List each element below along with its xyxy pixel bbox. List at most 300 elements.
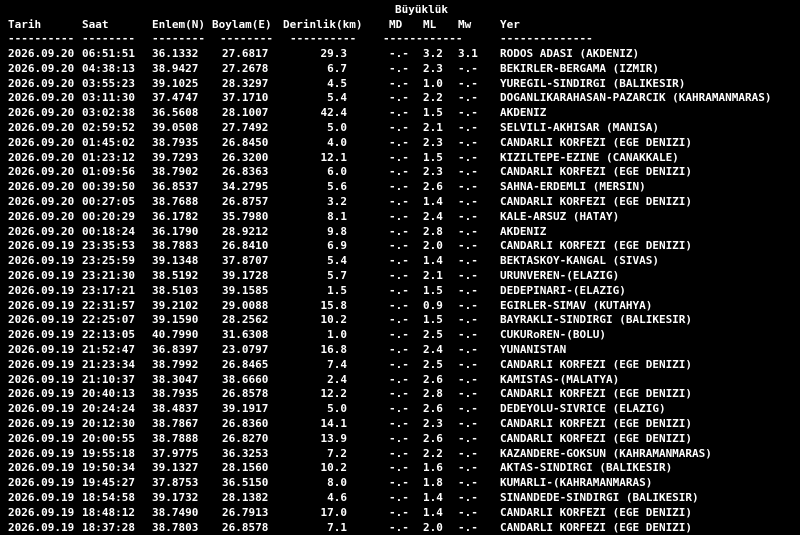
cell-time: 06:51:51 bbox=[82, 47, 135, 60]
cell-depth: 9.8 bbox=[327, 224, 347, 238]
cell-ml: 2.6 bbox=[423, 431, 443, 445]
cell-ml: 2.6 bbox=[423, 372, 443, 386]
cell-longitude: 38.6660 bbox=[222, 372, 269, 386]
cell-ml: 1.5 bbox=[423, 150, 443, 164]
table-row bbox=[0, 238, 800, 253]
cell-md: -.- bbox=[389, 91, 409, 105]
cell-md: -.- bbox=[389, 417, 409, 430]
cell-latitude: 38.5192 bbox=[152, 269, 199, 282]
cell-location: SAHNA-ERDEMLI (MERSIN) bbox=[500, 180, 646, 194]
cell-location: CANDARLI KORFEZI (EGE DENIZI) bbox=[500, 431, 693, 445]
cell-ml: 2.5 bbox=[423, 328, 443, 342]
cell-md: -.- bbox=[389, 150, 409, 164]
cell-md: -.- bbox=[389, 47, 409, 60]
cell-latitude: 38.7935 bbox=[152, 135, 199, 149]
cell-latitude: 38.7888 bbox=[152, 431, 199, 445]
cell-depth: 3.2 bbox=[327, 195, 347, 208]
cell-depth: 15.8 bbox=[320, 298, 347, 312]
cell-mw: -.- bbox=[458, 328, 478, 342]
magnitude-group-row bbox=[0, 2, 800, 17]
cell-time: 23:21:30 bbox=[82, 269, 135, 282]
divider-time: -------- bbox=[82, 32, 135, 45]
cell-ml: 2.8 bbox=[423, 387, 443, 401]
cell-latitude: 36.1782 bbox=[152, 209, 199, 223]
cell-location: AKTAS-SINDIRGI (BALIKESIR) bbox=[500, 461, 673, 475]
cell-mw: -.- bbox=[458, 135, 478, 149]
cell-md: -.- bbox=[389, 343, 409, 356]
cell-latitude: 39.1732 bbox=[152, 491, 199, 504]
cell-latitude: 40.7990 bbox=[152, 328, 199, 342]
cell-mw: -.- bbox=[458, 121, 478, 134]
cell-depth: 4.6 bbox=[327, 491, 347, 504]
cell-mw: -.- bbox=[458, 417, 478, 430]
cell-ml: 1.5 bbox=[423, 283, 443, 297]
cell-mw: -.- bbox=[458, 387, 478, 401]
cell-latitude: 39.1327 bbox=[152, 461, 199, 475]
cell-location: CANDARLI KORFEZI (EGE DENIZI) bbox=[500, 520, 693, 534]
cell-ml: 2.2 bbox=[423, 91, 443, 105]
cell-md: -.- bbox=[389, 446, 409, 460]
cell-latitude: 36.8537 bbox=[152, 180, 199, 194]
table-row bbox=[0, 224, 800, 239]
cell-md: -.- bbox=[389, 298, 409, 312]
table-row bbox=[0, 357, 800, 372]
header-latitude: Enlem(N) bbox=[152, 18, 205, 31]
cell-depth: 16.8 bbox=[320, 343, 347, 356]
cell-time: 00:39:50 bbox=[82, 180, 135, 194]
cell-longitude: 34.2795 bbox=[222, 180, 269, 194]
cell-md: -.- bbox=[389, 61, 409, 75]
table-row bbox=[0, 209, 800, 224]
cell-ml: 2.6 bbox=[423, 402, 443, 416]
cell-date: 2026.09.19 bbox=[8, 298, 75, 312]
cell-time: 22:31:57 bbox=[82, 298, 135, 312]
table-row bbox=[0, 194, 800, 209]
cell-depth: 10.2 bbox=[320, 461, 347, 475]
cell-mw: -.- bbox=[458, 298, 478, 312]
cell-time: 20:40:13 bbox=[82, 387, 135, 401]
cell-longitude: 26.8465 bbox=[222, 357, 269, 371]
cell-mw: -.- bbox=[458, 269, 478, 282]
cell-mw: 3.1 bbox=[458, 47, 478, 60]
table-row bbox=[0, 105, 800, 120]
cell-longitude: 36.5150 bbox=[222, 476, 269, 490]
cell-location: RODOS ADASI (AKDENIZ) bbox=[500, 47, 640, 60]
header-mw: Mw bbox=[458, 18, 472, 31]
cell-latitude: 39.7293 bbox=[152, 150, 199, 164]
cell-mw: -.- bbox=[458, 357, 478, 371]
cell-mw: -.- bbox=[458, 372, 478, 386]
cell-longitude: 26.8363 bbox=[222, 165, 269, 179]
table-row bbox=[0, 342, 800, 357]
cell-latitude: 38.7883 bbox=[152, 239, 199, 253]
cell-md: -.- bbox=[389, 224, 409, 238]
cell-md: -.- bbox=[389, 402, 409, 416]
cell-location: DOGANLIKARAHASAN-PAZARCIK (KAHRAMANMARAS) bbox=[500, 91, 772, 105]
cell-depth: 7.2 bbox=[327, 446, 347, 460]
table-row bbox=[0, 150, 800, 165]
cell-mw: -.- bbox=[458, 224, 478, 238]
cell-longitude: 26.8757 bbox=[222, 195, 269, 208]
cell-time: 01:45:02 bbox=[82, 135, 135, 149]
cell-date: 2026.09.19 bbox=[8, 269, 75, 282]
cell-ml: 2.4 bbox=[423, 343, 443, 356]
cell-latitude: 37.4747 bbox=[152, 91, 199, 105]
cell-time: 20:24:24 bbox=[82, 402, 135, 416]
cell-date: 2026.09.19 bbox=[8, 402, 75, 416]
cell-latitude: 36.1790 bbox=[152, 224, 199, 238]
cell-depth: 5.0 bbox=[327, 402, 347, 416]
cell-longitude: 29.0088 bbox=[222, 298, 269, 312]
cell-time: 00:27:05 bbox=[82, 195, 135, 208]
cell-latitude: 38.4837 bbox=[152, 402, 199, 416]
cell-depth: 7.1 bbox=[327, 520, 347, 534]
cell-time: 23:17:21 bbox=[82, 283, 135, 297]
table-row bbox=[0, 520, 800, 535]
cell-mw: -.- bbox=[458, 195, 478, 208]
cell-depth: 5.6 bbox=[327, 180, 347, 194]
cell-latitude: 39.1590 bbox=[152, 313, 199, 327]
cell-date: 2026.09.19 bbox=[8, 520, 75, 534]
cell-date: 2026.09.19 bbox=[8, 417, 75, 430]
cell-latitude: 38.7688 bbox=[152, 195, 199, 208]
divider-depth: ---------- bbox=[290, 32, 357, 45]
cell-date: 2026.09.19 bbox=[8, 372, 75, 386]
cell-md: -.- bbox=[389, 209, 409, 223]
cell-location: CANDARLI KORFEZI (EGE DENIZI) bbox=[500, 417, 693, 430]
cell-longitude: 28.1560 bbox=[222, 461, 269, 475]
cell-ml: 1.5 bbox=[423, 106, 443, 120]
cell-location: YUNANISTAN bbox=[500, 343, 567, 356]
cell-latitude: 38.5103 bbox=[152, 283, 199, 297]
cell-md: -.- bbox=[389, 195, 409, 208]
table-row bbox=[0, 446, 800, 461]
cell-ml: 2.3 bbox=[423, 165, 443, 179]
cell-md: -.- bbox=[389, 76, 409, 90]
column-header-row bbox=[0, 17, 800, 32]
table-row bbox=[0, 372, 800, 387]
cell-date: 2026.09.19 bbox=[8, 431, 75, 445]
cell-date: 2026.09.19 bbox=[8, 491, 75, 504]
cell-depth: 5.7 bbox=[327, 269, 347, 282]
cell-ml: 2.5 bbox=[423, 357, 443, 371]
cell-longitude: 36.3253 bbox=[222, 446, 269, 460]
cell-latitude: 39.1348 bbox=[152, 254, 199, 268]
header-time: Saat bbox=[82, 18, 109, 31]
table-row bbox=[0, 179, 800, 194]
cell-location: CANDARLI KORFEZI (EGE DENIZI) bbox=[500, 357, 693, 371]
cell-longitude: 37.1710 bbox=[222, 91, 269, 105]
cell-time: 20:12:30 bbox=[82, 417, 135, 430]
cell-ml: 1.4 bbox=[423, 491, 443, 504]
cell-location: KUMARLI-(KAHRAMANMARAS) bbox=[500, 476, 653, 490]
cell-longitude: 23.0797 bbox=[222, 343, 269, 356]
cell-md: -.- bbox=[389, 372, 409, 386]
cell-mw: -.- bbox=[458, 283, 478, 297]
cell-date: 2026.09.20 bbox=[8, 209, 75, 223]
table-row bbox=[0, 46, 800, 61]
cell-latitude: 38.7902 bbox=[152, 165, 199, 179]
cell-longitude: 39.1728 bbox=[222, 269, 269, 282]
cell-time: 23:25:59 bbox=[82, 254, 135, 268]
cell-date: 2026.09.19 bbox=[8, 476, 75, 490]
header-date: Tarih bbox=[8, 18, 42, 31]
cell-depth: 13.9 bbox=[320, 431, 347, 445]
cell-date: 2026.09.20 bbox=[8, 121, 75, 134]
cell-location: AKDENIZ bbox=[500, 224, 547, 238]
cell-location: CANDARLI KORFEZI (EGE DENIZI) bbox=[500, 387, 693, 401]
cell-location: URUNVEREN-(ELAZIG) bbox=[500, 269, 620, 282]
cell-location: SINANDEDE-SINDIRGI (BALIKESIR) bbox=[500, 491, 699, 504]
cell-longitude: 27.2678 bbox=[222, 61, 269, 75]
cell-ml: 2.0 bbox=[423, 520, 443, 534]
cell-longitude: 35.7980 bbox=[222, 209, 269, 223]
cell-ml: 1.0 bbox=[423, 76, 443, 90]
cell-date: 2026.09.20 bbox=[8, 91, 75, 105]
cell-latitude: 36.8397 bbox=[152, 343, 199, 356]
table-row bbox=[0, 431, 800, 446]
cell-mw: -.- bbox=[458, 461, 478, 475]
cell-latitude: 39.2102 bbox=[152, 298, 199, 312]
cell-location: CANDARLI KORFEZI (EGE DENIZI) bbox=[500, 195, 693, 208]
cell-latitude: 38.9427 bbox=[152, 61, 199, 75]
cell-location: KIZILTEPE-EZINE (CANAKKALE) bbox=[500, 150, 679, 164]
cell-md: -.- bbox=[389, 165, 409, 179]
cell-location: KAZANDERE-GOKSUN (KAHRAMANMARAS) bbox=[500, 446, 712, 460]
cell-latitude: 39.1025 bbox=[152, 76, 199, 90]
cell-mw: -.- bbox=[458, 150, 478, 164]
cell-date: 2026.09.19 bbox=[8, 343, 75, 356]
cell-ml: 2.8 bbox=[423, 224, 443, 238]
cell-ml: 1.6 bbox=[423, 461, 443, 475]
cell-ml: 2.2 bbox=[423, 446, 443, 460]
cell-time: 22:13:05 bbox=[82, 328, 135, 342]
cell-depth: 5.4 bbox=[327, 254, 347, 268]
table-row bbox=[0, 76, 800, 91]
cell-date: 2026.09.20 bbox=[8, 135, 75, 149]
cell-location: CANDARLI KORFEZI (EGE DENIZI) bbox=[500, 165, 693, 179]
cell-location: BAYRAKLI-SINDIRGI (BALIKESIR) bbox=[500, 313, 693, 327]
divider-longitude: -------- bbox=[220, 32, 273, 45]
cell-depth: 17.0 bbox=[320, 505, 347, 519]
cell-latitude: 38.7867 bbox=[152, 417, 199, 430]
cell-latitude: 39.0508 bbox=[152, 121, 199, 134]
cell-mw: -.- bbox=[458, 76, 478, 90]
header-longitude: Boylam(E) bbox=[212, 18, 272, 31]
table-row bbox=[0, 312, 800, 327]
cell-md: -.- bbox=[389, 387, 409, 401]
cell-depth: 6.9 bbox=[327, 239, 347, 253]
cell-ml: 2.3 bbox=[423, 417, 443, 430]
table-row bbox=[0, 298, 800, 313]
header-depth: Derinlik(km) bbox=[283, 18, 363, 31]
cell-mw: -.- bbox=[458, 343, 478, 356]
cell-date: 2026.09.20 bbox=[8, 195, 75, 208]
cell-depth: 14.1 bbox=[320, 417, 347, 430]
magnitude-group-title: Büyüklük bbox=[395, 3, 448, 16]
cell-time: 21:23:34 bbox=[82, 357, 135, 371]
cell-longitude: 26.8360 bbox=[222, 417, 269, 430]
cell-mw: -.- bbox=[458, 476, 478, 490]
cell-longitude: 26.8450 bbox=[222, 135, 269, 149]
cell-date: 2026.09.20 bbox=[8, 180, 75, 194]
cell-time: 01:09:56 bbox=[82, 165, 135, 179]
cell-mw: -.- bbox=[458, 61, 478, 75]
cell-location: CANDARLI KORFEZI (EGE DENIZI) bbox=[500, 135, 693, 149]
cell-date: 2026.09.19 bbox=[8, 239, 75, 253]
cell-md: -.- bbox=[389, 328, 409, 342]
table-row bbox=[0, 386, 800, 401]
cell-latitude: 38.7490 bbox=[152, 505, 199, 519]
cell-mw: -.- bbox=[458, 239, 478, 253]
cell-date: 2026.09.20 bbox=[8, 106, 75, 120]
cell-location: YUREGIL-SINDIRGI (BALIKESIR) bbox=[500, 76, 686, 90]
cell-time: 19:50:34 bbox=[82, 461, 135, 475]
cell-date: 2026.09.19 bbox=[8, 505, 75, 519]
table-row bbox=[0, 475, 800, 490]
cell-time: 01:23:12 bbox=[82, 150, 135, 164]
cell-depth: 12.1 bbox=[320, 150, 347, 164]
cell-location: KAMISTAS-(MALATYA) bbox=[500, 372, 620, 386]
cell-depth: 8.1 bbox=[327, 209, 347, 223]
divider-location: -------------- bbox=[500, 32, 593, 45]
cell-mw: -.- bbox=[458, 505, 478, 519]
cell-depth: 6.0 bbox=[327, 165, 347, 179]
cell-time: 19:45:27 bbox=[82, 476, 135, 490]
cell-mw: -.- bbox=[458, 431, 478, 445]
cell-latitude: 38.7803 bbox=[152, 520, 199, 534]
cell-longitude: 39.1917 bbox=[222, 402, 269, 416]
cell-date: 2026.09.19 bbox=[8, 387, 75, 401]
cell-time: 19:55:18 bbox=[82, 446, 135, 460]
cell-mw: -.- bbox=[458, 91, 478, 105]
cell-md: -.- bbox=[389, 491, 409, 504]
cell-depth: 10.2 bbox=[320, 313, 347, 327]
cell-depth: 42.4 bbox=[320, 106, 347, 120]
table-row bbox=[0, 135, 800, 150]
cell-time: 02:59:52 bbox=[82, 121, 135, 134]
cell-longitude: 26.8578 bbox=[222, 520, 269, 534]
cell-md: -.- bbox=[389, 106, 409, 120]
cell-ml: 1.8 bbox=[423, 476, 443, 490]
cell-mw: -.- bbox=[458, 520, 478, 534]
cell-latitude: 38.7992 bbox=[152, 357, 199, 371]
cell-mw: -.- bbox=[458, 491, 478, 504]
table-row bbox=[0, 460, 800, 475]
cell-latitude: 37.9775 bbox=[152, 446, 199, 460]
cell-latitude: 38.7935 bbox=[152, 387, 199, 401]
cell-ml: 1.5 bbox=[423, 313, 443, 327]
cell-longitude: 28.9212 bbox=[222, 224, 269, 238]
table-row bbox=[0, 164, 800, 179]
cell-time: 18:54:58 bbox=[82, 491, 135, 504]
cell-ml: 2.3 bbox=[423, 135, 443, 149]
cell-date: 2026.09.19 bbox=[8, 446, 75, 460]
cell-date: 2026.09.19 bbox=[8, 461, 75, 475]
cell-mw: -.- bbox=[458, 180, 478, 194]
cell-depth: 7.4 bbox=[327, 357, 347, 371]
cell-mw: -.- bbox=[458, 254, 478, 268]
cell-ml: 3.2 bbox=[423, 47, 443, 60]
cell-time: 18:48:12 bbox=[82, 505, 135, 519]
cell-date: 2026.09.20 bbox=[8, 224, 75, 238]
table-row bbox=[0, 490, 800, 505]
cell-location: DEDEPINARI-(ELAZIG) bbox=[500, 283, 626, 297]
cell-longitude: 31.6308 bbox=[222, 328, 269, 342]
cell-md: -.- bbox=[389, 121, 409, 134]
table-row bbox=[0, 401, 800, 416]
cell-date: 2026.09.19 bbox=[8, 357, 75, 371]
cell-location: CUKURoREN-(BOLU) bbox=[500, 328, 606, 342]
cell-time: 21:10:37 bbox=[82, 372, 135, 386]
cell-location: DEDEYOLU-SIVRICE (ELAZIG) bbox=[500, 402, 666, 416]
cell-longitude: 28.2562 bbox=[222, 313, 269, 327]
cell-longitude: 26.8578 bbox=[222, 387, 269, 401]
cell-longitude: 26.7913 bbox=[222, 505, 269, 519]
cell-md: -.- bbox=[389, 431, 409, 445]
cell-md: -.- bbox=[389, 180, 409, 194]
cell-longitude: 39.1585 bbox=[222, 283, 269, 297]
cell-time: 00:20:29 bbox=[82, 209, 135, 223]
cell-date: 2026.09.19 bbox=[8, 283, 75, 297]
cell-md: -.- bbox=[389, 505, 409, 519]
divider-date: ---------- bbox=[8, 32, 75, 45]
cell-ml: 2.6 bbox=[423, 180, 443, 194]
cell-time: 18:37:28 bbox=[82, 520, 135, 534]
cell-latitude: 37.8753 bbox=[152, 476, 199, 490]
table-row bbox=[0, 253, 800, 268]
cell-longitude: 37.8707 bbox=[222, 254, 269, 268]
cell-longitude: 27.7492 bbox=[222, 121, 269, 134]
cell-longitude: 26.3200 bbox=[222, 150, 269, 164]
cell-ml: 2.1 bbox=[423, 121, 443, 134]
cell-depth: 4.0 bbox=[327, 135, 347, 149]
cell-location: AKDENIZ bbox=[500, 106, 547, 120]
cell-depth: 5.4 bbox=[327, 91, 347, 105]
table-row bbox=[0, 90, 800, 105]
table-row bbox=[0, 505, 800, 520]
cell-mw: -.- bbox=[458, 313, 478, 327]
cell-date: 2026.09.20 bbox=[8, 47, 75, 60]
cell-date: 2026.09.19 bbox=[8, 254, 75, 268]
cell-location: BEKIRLER-BERGAMA (IZMIR) bbox=[500, 61, 659, 75]
cell-date: 2026.09.19 bbox=[8, 328, 75, 342]
cell-date: 2026.09.20 bbox=[8, 76, 75, 90]
cell-time: 00:18:24 bbox=[82, 224, 135, 238]
cell-mw: -.- bbox=[458, 165, 478, 179]
divider-magnitude: ------------ bbox=[383, 32, 463, 45]
cell-time: 21:52:47 bbox=[82, 343, 135, 356]
cell-md: -.- bbox=[389, 520, 409, 534]
cell-location: KALE-ARSUZ (HATAY) bbox=[500, 209, 620, 223]
cell-time: 03:02:38 bbox=[82, 106, 135, 120]
cell-time: 03:11:30 bbox=[82, 91, 135, 105]
cell-location: EGIRLER-SIMAV (KUTAHYA) bbox=[500, 298, 653, 312]
cell-location: BEKTASKOY-KANGAL (SIVAS) bbox=[500, 254, 659, 268]
cell-date: 2026.09.20 bbox=[8, 61, 75, 75]
table-row bbox=[0, 416, 800, 431]
header-md: MD bbox=[389, 18, 403, 31]
cell-depth: 29.3 bbox=[320, 47, 347, 60]
cell-date: 2026.09.20 bbox=[8, 165, 75, 179]
cell-md: -.- bbox=[389, 461, 409, 475]
cell-date: 2026.09.19 bbox=[8, 313, 75, 327]
table-row bbox=[0, 327, 800, 342]
cell-ml: 1.4 bbox=[423, 254, 443, 268]
cell-md: -.- bbox=[389, 357, 409, 371]
cell-longitude: 26.8270 bbox=[222, 431, 269, 445]
cell-depth: 5.0 bbox=[327, 121, 347, 134]
